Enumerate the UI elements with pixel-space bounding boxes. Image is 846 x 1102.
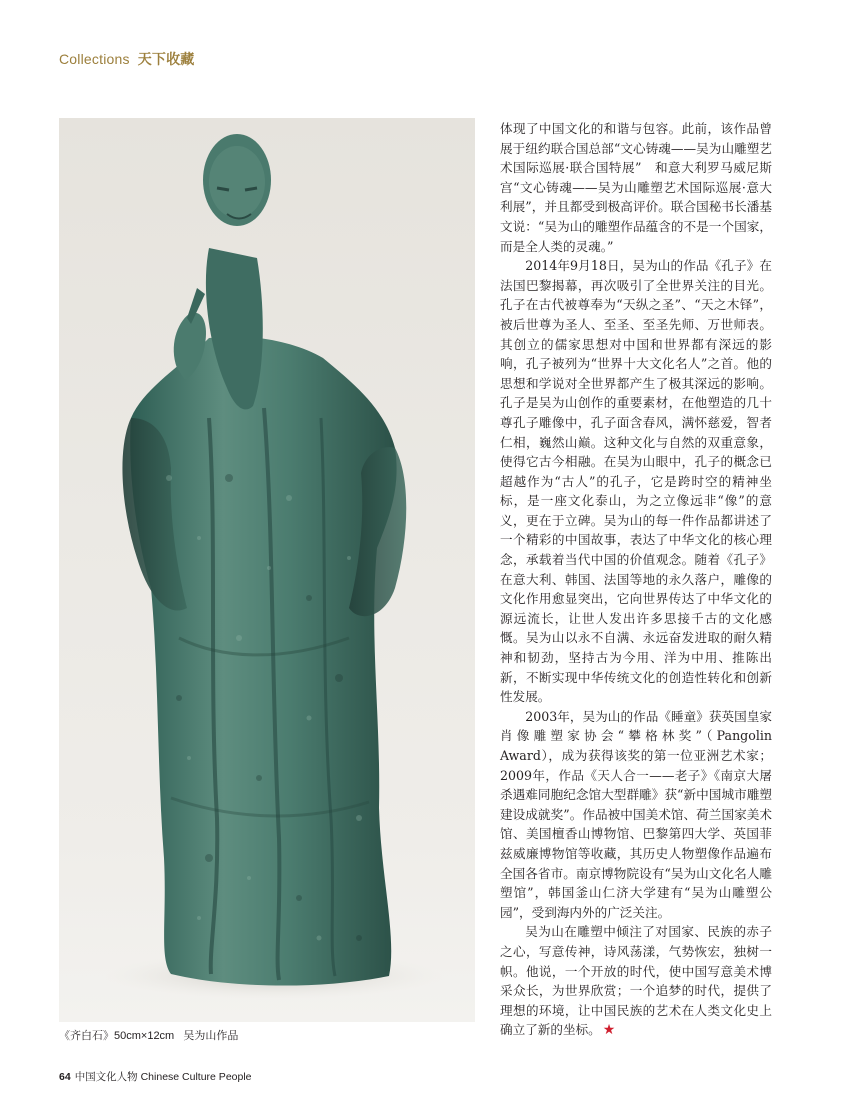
sculpture-photo <box>59 118 475 1022</box>
paragraph-3: 2003年，吴为山的作品《睡童》获英国皇家肖像雕塑家协会“攀格林奖”（Pangolin Award），成为获得该奖的第一位亚洲艺术家；2009年，作品《天人合一——老子》《南京大屠杀遇难同胞纪念馆大型群雕》获“新中国城市雕塑建设成就奖”。作品被中国美术馆、荷兰国家美术馆、美国檀香山博物馆、巴黎第四大学、英国菲兹威廉博物馆等收藏，其历史人物塑像作品遍布全国各省市。南京博物院设有“吴为山文化名人雕塑馆”，韩国釜山仁济大学建有“吴为山雕塑公园”，受到海内外的广泛关注。 <box>500 708 772 920</box>
section-header-en: Collections <box>59 51 130 67</box>
section-header-cn: 天下收藏 <box>137 51 195 67</box>
magazine-title: 中国文化人物 Chinese Culture People <box>74 1071 252 1083</box>
page-number: 64 <box>59 1071 71 1083</box>
section-header <box>59 49 195 69</box>
photo-caption: 《齐白石》50cm×12cm 吴为山作品 <box>59 1030 239 1042</box>
paragraph-4 <box>500 922 772 1041</box>
paragraph-4-text: 吴为山在雕塑中倾注了对国家、民族的赤子之心，写意传神，诗风荡漾，气势恢宏，独树一帜。他说，一个开放的时代，使中国写意美术博采众长，为世界欣赏；一个追梦的时代，提供了理想的环境，让中国民族的艺术在人类文化史上确立了新的坐标。 <box>500 924 772 1038</box>
page-footer <box>59 1069 252 1084</box>
sculpture-illustration <box>59 118 475 1022</box>
paragraph-2: 2014年9月18日，吴为山的作品《孔子》在法国巴黎揭幕，再次吸引了全世界关注的目光。孔子在古代被尊奉为“天纵之圣”、“天之木铎”，被后世尊为圣人、至圣、至圣先师、万世师表。其创立的儒家思想对中国和世界都有深远的影响，孔子被列为“世界十大文化名人”之首。他的思想和学说对全世界都产生了极其深远的影响。孔子是吴为山创作的重要素材，在他塑造的几十尊孔子雕像中，孔子面含春风，满怀慈爱，智者仁相，巍然山巅。这种文化与自然的双重意象，使得它古今相融。在吴为山眼中，孔子的概念已超越作为“古人”的孔子，它是跨时空的精神坐标，是一座文化泰山，为之立像远非“像”的意义，更在于立碑。吴为山的每一件作品都讲述了一个精彩的中国故事，表达了中华文化的核心理念，承载着当代中国的价值观念。随着《孔子》在意大利、韩国、法国等地的永久落户，雕像的文化作用愈显突出，它向世界传达了中华文化的源远流长，让世人发出许多思接千古的文化感慨。吴为山以永不自满、永远奋发进取的耐久精神和韧劲，坚持古为今用、洋为中用、推陈出新，不断实现中华传统文化的创造性转化和创新性发展。 <box>500 258 772 705</box>
end-mark-star-icon: ★ <box>602 1022 616 1039</box>
article-body <box>500 119 772 1041</box>
paragraph-1: 体现了中国文化的和谐与包容。此前，该作品曾展于纽约联合国总部“文心铸魂——吴为山雕塑艺术国际巡展·联合国特展” 和意大利罗马威尼斯宫“文心铸魂——吴为山雕塑艺术国际巡展·意大利展”，并且都受到极高评价。联合国秘书长潘基文说：“吴为山的雕塑作品蕴含的不是一个国家，而是全人类的灵魂。” <box>500 121 772 254</box>
